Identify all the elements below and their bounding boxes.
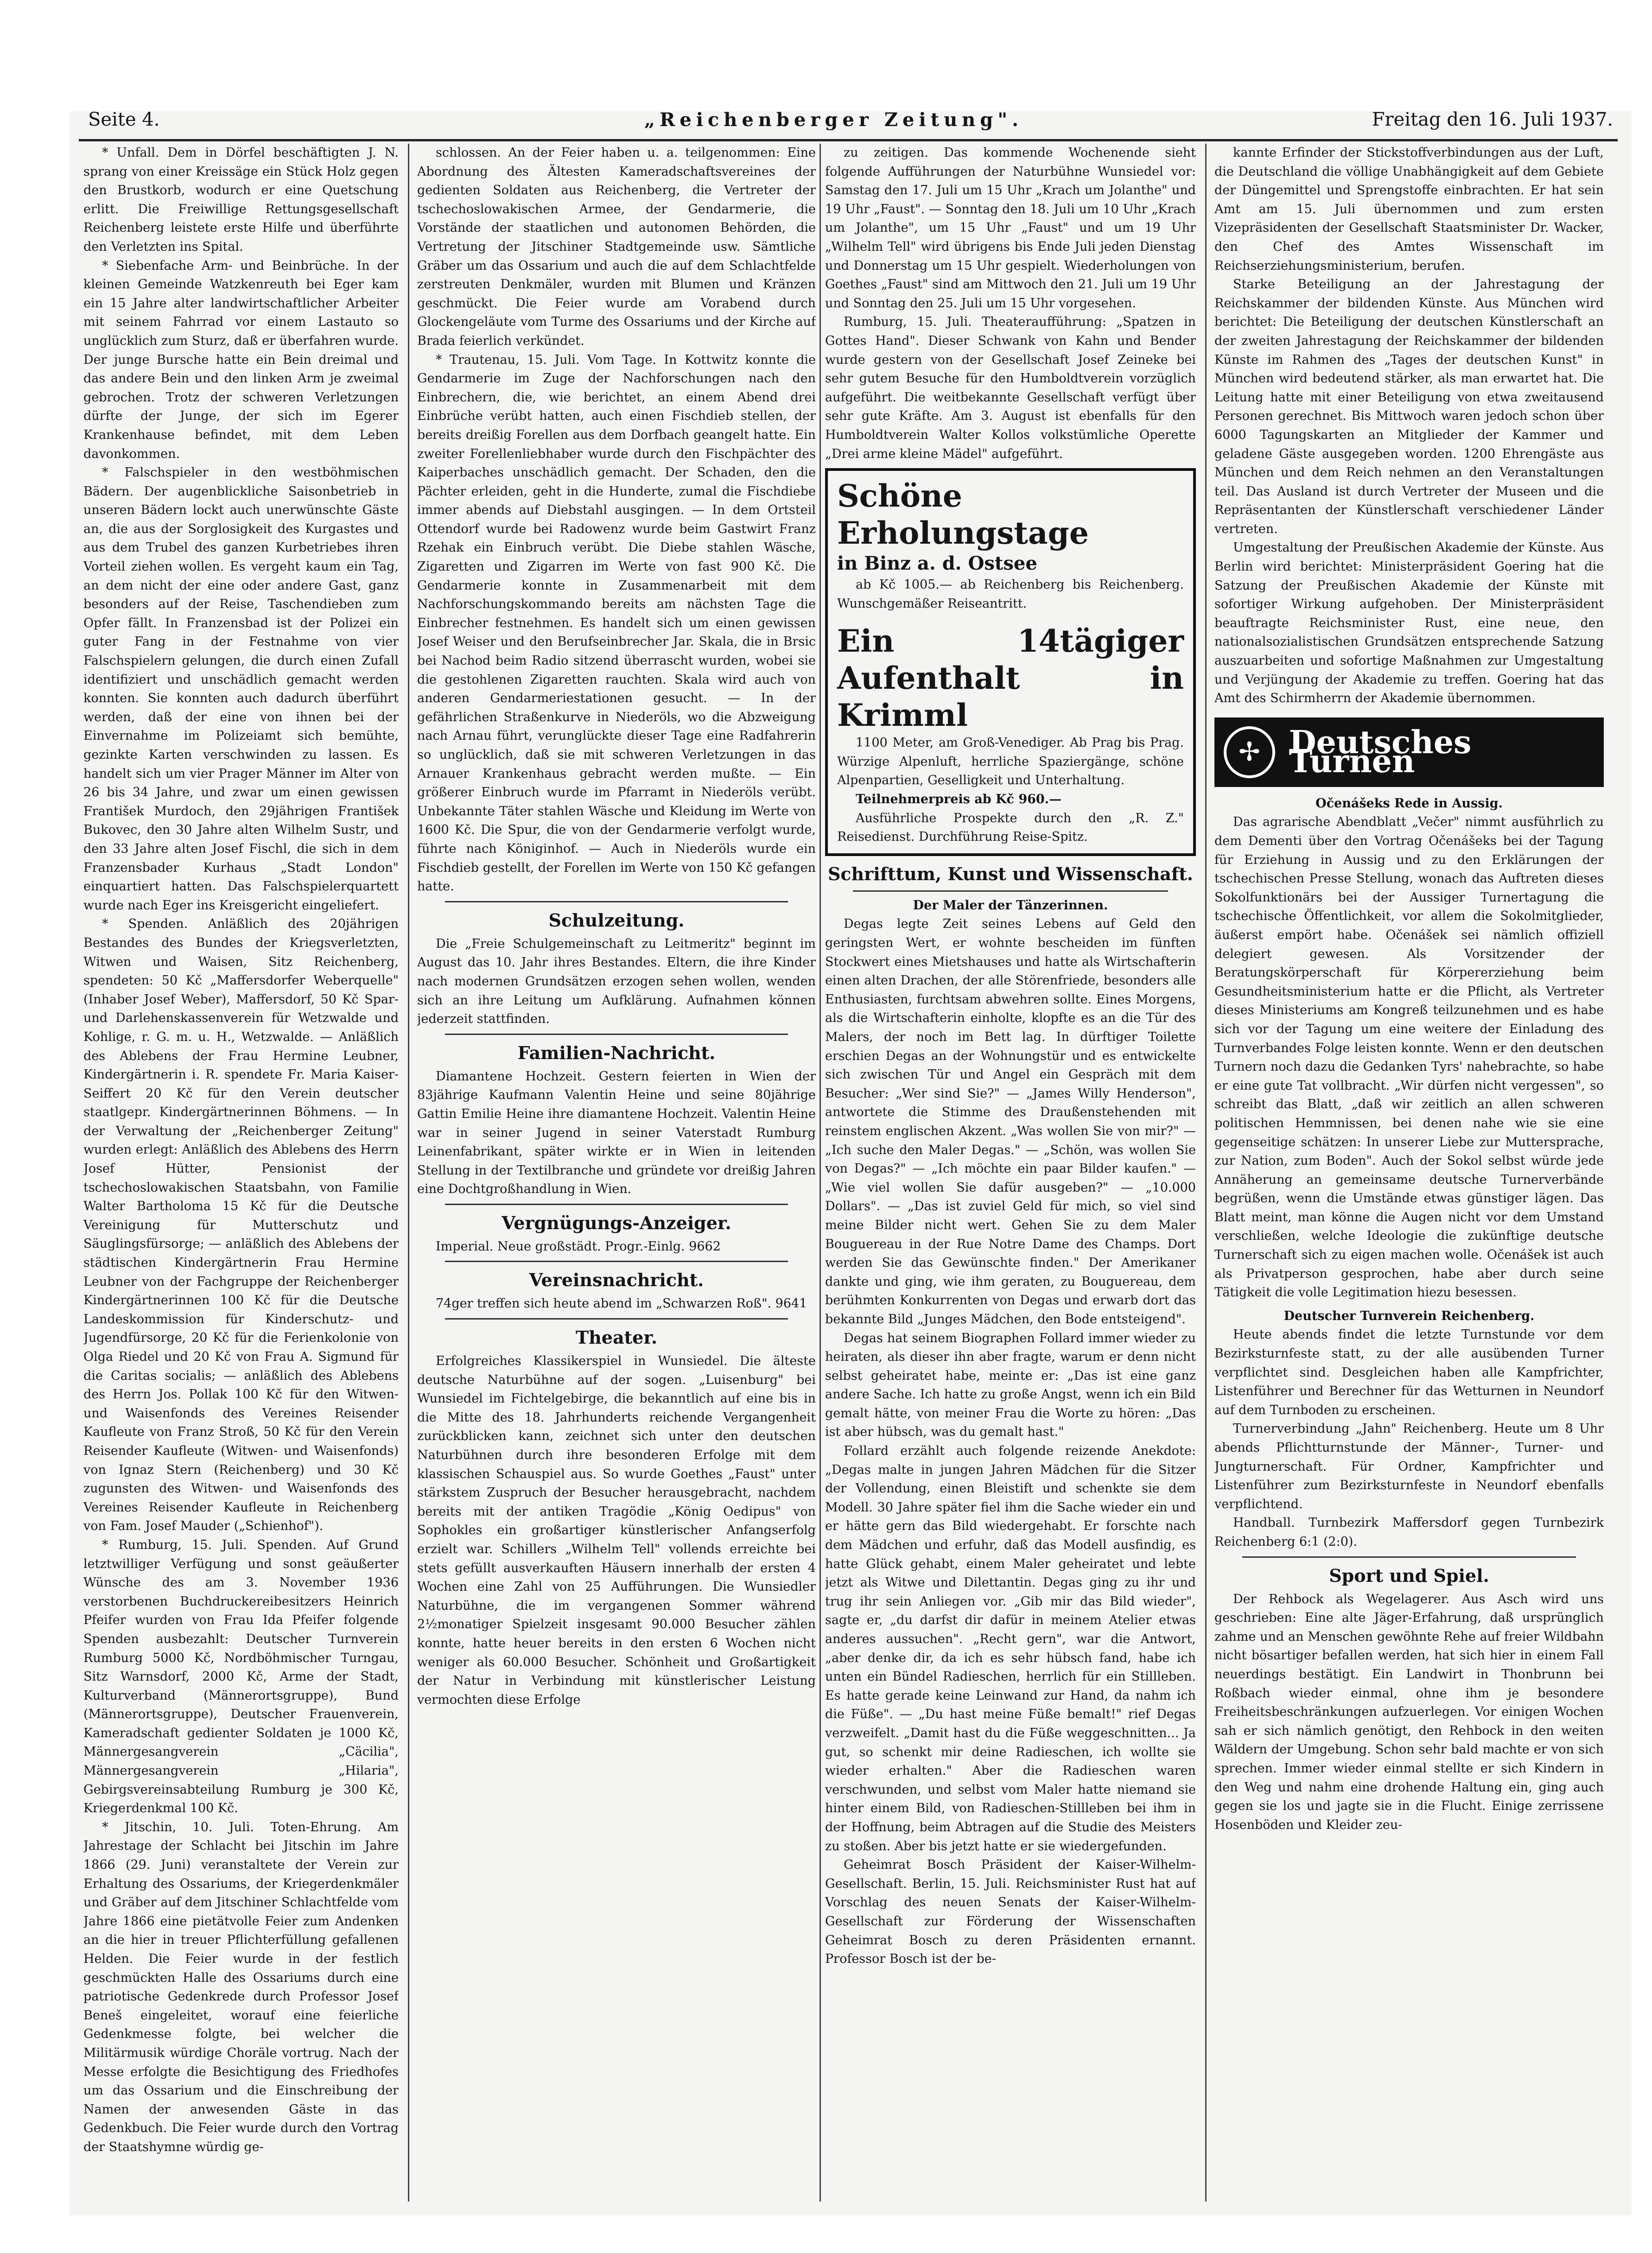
article-degas-title: Der Maler der Tänzerinnen. — [913, 898, 1108, 913]
article-reichskammer: Starke Beteiligung an der Jahrestagung der Reichskammer der bildenden Künste. Aus München wird berichtet: Die Beteiligung der deutschen Künstlerschaft an der zweiten Jahrestagung der Reichskammer der bildenden Künste im Rahmen des „Tages der deutschen Kunst" in München wird bedeutend stärker, als man erwartet hat. Die Leitung hatte mit einer Beteiligung von etwa zweitausend Personen gerechnet. Bis Mittwoch waren jedoch schon über 6000 Tagungskarten an Mitglieder der Kammer und geladene Gäste ausgegeben worden. 1200 Ehrengäste aus München und dem Reich nehmen an den Veranstaltungen teil. Das Ausland ist durch Vertreter der Museen und die Repräsentanten der Künstlerschaft verschiedener Länder vertreten. — [1214, 277, 1604, 536]
column-4 — [1214, 144, 1604, 2211]
article-rumburg-spenden: * Rumburg, 15. Juli. Spenden. Auf Grund letztwilliger Verfügung und sonst geäußerter Wünsche des am 3. November 1936 verstorbenen Buchdruckereibesitzers Heinrich Pfeifer wurden von Frau Ida Pfeifer folgende Spenden ausbezahlt: Deutscher Turnverein Rumburg 5000 Kč, Nordböhmischer Turngau, Sitz Warnsdorf, 2000 Kč, Arme der Stadt, Kulturverband (Männerortsgruppe), Bund (Männerortsgruppe), Deutscher Frauenverein, Kameradschaft gedienter Soldaten je 1000 Kč, Männergesangverein „Cäcilia", Männergesangverein „Hilaria", Gebirgsvereinsabteilung Rumburg je 300 Kč, Kriegerdenkmal 100 Kč. — [83, 1537, 399, 1816]
article-ocenasek: Das agrarische Abendblatt „Večer" nimmt ausführlich zu dem Dementi über den Vortrag Očenášeks bei der Tagung für Erziehung in Aussig und zu den Erklärungen der tschechischen Presse Stellung, wonach das Auftreten dieses Sokolfunktionärs bei der Aussiger Turnertagung die tschechische Öffentlichkeit, vor allem die Sokolmitglieder, äußerst empört habe. Očenášek sei nämlich offiziell delegiert gewesen. Als Vorsitzender der Beratungskörperschaft für Körpererziehung beim Gesundheitsministerium hatte er die Pflicht, als Vertreter dieses Ministeriums am Kongreß teilzunehmen und es habe sich vor der Tagung um eine weitere der Einladung des Turnverbandes Folge leisten konnte. Wenn er den deutschen Turnern noch dazu die Gedanken Tyrs' nahebrachte, so habe er eine gute Tat vollbracht. „Wir dürfen nicht vergessen", so schreibt das Blatt, „daß wir zeitlich an allen schweren politischen Hemmnissen, bei denen nahe wie sie eine gegenseitige schätzen: In unserer Liebe zur Muttersprache, zur Nation, zum Boden". Auch der Sokol selbst würde jede Annäherung an gemeinsame deutsche Turnerverbände begrüßen, wenn die Umstände etwas günstiger lägen. Das Blatt meint, man könne die Augen nicht vor dem Umstand verschließen, welche Ideologie die zukünftige deutsche Turnerschaft sich zu eigen machen wolle. Očenášek ist auch als Privatperson gesprochen, habe aber durch seine Tätigkeit die volle Legitimation hiezu besessen. — [1214, 815, 1604, 1300]
ad-binz-text: ab Kč 1005.— ab Reichenberg bis Reichenberg. Wunschgemäßer Reiseantritt. — [837, 578, 1184, 611]
ad-binz-title: Schöne Erholungstage — [837, 478, 1089, 552]
section-separator — [445, 901, 788, 902]
article-falschspieler: * Falschspieler in den westböhmischen Bädern. Der augenblickliche Saisonbetrieb in unseren Bädern lockt auch unerwünschte Gäste an, die aus der Sorglosigkeit des Kurgastes und aus dem Trubel des ganzen Kurbetriebes ihren Vorteil ziehen wollen. Es vergeht kaum ein Tag, an dem nicht der eine oder andere Gast, ganz besonders auf der Reise, Taschendieben zum Opfer fällt. In Franzensbad ist der Polizei ein guter Fang in der Festnahme von vier Falschspielern gelungen, die durch einen Zufall identifiziert und unschädlich gemacht werden konnten. Sie konnten auch dadurch überführt werden, daß der eine von ihnen bei der Einvernahme im Polizeiamt sich bemühte, gezinkte Karten verschwinden zu lassen. Es handelt sich um vier Prager Männer im Alter von 26 bis 34 Jahre, und zwar um einen gewissen František Murdoch, den 29jährigen František Bukovec, den 30 Jahre alten Wilhelm Sustr, und den 33 Jahre alten Josef Fischl, die sich in dem Franzensbader Kurhaus „Stadt London" einquartiert hatten. Das Falschspielerquartett wurde nach Eger ins Kreisgericht eingeliefert. — [83, 465, 399, 913]
article-handball: Handball. Turnbezirk Maffersdorf gegen Turnbezirk Reichenberg 6:1 (2:0). — [1214, 1516, 1604, 1549]
article-vergnuegung: Imperial. Neue großstädt. Progr.-Einlg. 9662 — [436, 1239, 721, 1254]
section-heading-schrifttum: Schrifttum, Kunst und Wissenschaft. — [827, 863, 1194, 884]
section-heading-vergnuegung: Vergnügungs-Anzeiger. — [502, 1212, 731, 1233]
turner-emblem-icon: ✢ — [1224, 726, 1275, 778]
article-jitschin: * Jitschin, 10. Juli. Toten-Ehrung. Am Jahrestage der Schlacht bei Jitschin im Jahre 1866 (29. Juni) veranstaltete der Verein zur Erhaltung des Ossariums, der Kriegerdenkmäler und Gräber auf dem Jitschiner Schlachtfelde vom Jahre 1866 eine pietätvolle Feier zum Andenken an die hier in treuer Pflichterfüllung gefallenen Helden. Die Feier wurde in der festlich geschmückten Halle des Ossariums durch eine patriotische Gedenkrede durch Professor Josef Beneš eingeleitet, worauf eine feierliche Gedenkmesse folgte, bei welcher die Militärmusik würdige Choräle vortrug. Nach der Messe erfolgte die Besichtigung des Friedhofes um das Ossarium und die Einschreibung der Namen der anwesenden Gäste in das Gedenkbuch. Die Feier wurde durch den Vortrag der Staatshymne würdig ge- — [83, 1820, 399, 2154]
article-theater: Erfolgreiches Klassikerspiel in Wunsiedel. Die älteste deutsche Naturbühne auf der sogen. „Luisenburg" bei Wunsiedel im Fichtelgebirge, die bekanntlich auf eine bis in die Mitte des 18. Jahrhunderts reichende Vergangenheit zurückblicken kann, zeichnet sich unter den deutschen Naturbühnen durch ihre besonderen Erfolge mit dem klassischen Schauspiel aus. So wurde Goethes „Faust" unter stärkstem Zuspruch der Besucher herausgebracht, nachdem bereits mit der antiken Tragödie „König Oedipus" von Sophokles ein großartiger künstlerischer Anfangserfolg erzielt war. Schillers „Wilhelm Tell" vollends erreichte bei stets gefüllt ausverkauften Häusern innerhalb der ersten 4 Wochen eine Zahl von 25 Aufführungen. Die Wunsiedler Naturbühne, die im vergangenen Sommer während 2½monatiger Spielzeit insgesamt 90.000 Besucher zählen konnte, hatte heuer bereits in den ersten 6 Wochen nicht weniger als 60.000 Besucher. Schönheit und Großartigkeit der Natur in Verbindung mit künstlerischer Leistung vermochten diese Erfolge — [417, 1354, 816, 1707]
column-2 — [417, 144, 816, 2211]
section-separator — [445, 1204, 788, 1205]
article-bosch: Geheimrat Bosch Präsident der Kaiser-Wilhelm-Gesellschaft. Berlin, 15. Juli. Reichsminister Rust hat auf Vorschlag des neuen Senats der Kaiser-Wilhelm-Gesellschaft zur Förderung der Wissenschaften Geheimrat Bosch zu deren Präsidenten ernannt. Professor Bosch ist der be- — [825, 1858, 1196, 1967]
article-rumburg-theater: Rumburg, 15. Juli. Theateraufführung: „Spatzen in Gottes Hand". Dieser Schwank von Kahn und Bender wurde gestern von der Gesellschaft Josef Zeineke bei sehr gutem Besuche für den Humboldtverein vorzüglich aufgeführt. Die weitbekannte Gesellschaft verfügt über sehr gute Kräfte. Am 3. August ist ebenfalls für den Humboldtverein Walter Kollos volkstümliche Operette „Drei arme kleine Mädel" aufgeführt. — [825, 315, 1196, 461]
column-divider — [820, 144, 821, 2202]
article-familie: Diamantene Hochzeit. Gestern feierten in Wien der 83jährige Kaufmann Valentin Heine und seine 80jährige Gattin Emilie Heine ihre diamantene Hochzeit. Valentin Heine war in seiner Jugend in seiner Vaterstadt Rumburg Leinenfabrikant, später wirkte er in Wien in leitenden Stellung in der Textilbranche und gründete vor dreißig Jahren eine Dochtgroßhandlung in Wien. — [417, 1069, 816, 1197]
ad-krimml-price: Teilnehmerpreis ab Kč 960.— — [856, 792, 1062, 807]
article-turnverein: Heute abends findet die letzte Turnstunde vor dem Bezirksturnfeste statt, zu der alle ausübenden Turner verpflichtet sind. Desgleichen haben alle Kampfrichter, Listenführer und Berechner für das Wetturnen in Neundorf auf dem Turnboden zu erscheinen. — [1214, 1327, 1604, 1417]
page-header — [88, 109, 1613, 137]
article-degas-2: Degas hat seinem Biographen Follard immer wieder zu heiraten, als dieser ihn aber fragte, warum er denn nicht selbst geheiratet habe, meinte er: „Das ist eine ganz andere Sache. Ich hatte zu große Angst, wenn ich ein Bild gemalt hätte, von meiner Frau die Worte zu hören: „Das ist aber hübsch, was du gemalt hast." — [825, 1331, 1196, 1440]
article-bosch-cont: kannte Erfinder der Stickstoffverbindungen aus der Luft, die Deutschland die völlige Unabhängigkeit auf dem Gebiete der Düngemittel und Sprengstoffe einbrachten. Er hat sein Amt am 15. Juli übernommen und zum ersten Vizepräsidenten der Gesellschaft Staatsminister Dr. Wacker, den Chef des Amtes Wissenschaft im Reichserziehungsministerium, berufen. — [1214, 146, 1604, 273]
ad-krimml-title: Ein 14tägiger Aufenthalt in Krimml — [837, 623, 1184, 734]
ad-krimml-footer: Ausführliche Prospekte durch den „R. Z." Reisedienst. Durchführung Reise-Spitz. — [837, 811, 1184, 844]
section-heading-schulzeitung: Schulzeitung. — [548, 909, 685, 931]
article-unfall: * Unfall. Dem in Dörfel beschäftigten J. N. sprang von einer Kreissäge ein Stück Holz gegen den Brustkorb, wodurch er eine Quetschung erlitt. Die Freiwillige Rettungsgesellschaft Reichenberg leistete erste Hilfe und überführte den Verletzten ins Spital. — [83, 146, 399, 254]
ad-binz-subtitle: in Binz a. d. Ostsee — [837, 552, 1037, 575]
section-banner-turnen — [1214, 717, 1604, 787]
article-jahn: Turnerverbindung „Jahn" Reichenberg. Heute um 8 Uhr abends Pflichtturnstunde der Männer-, Turner- und Jungturnerschaft. Für Ordner, Kampfrichter und Listenführer zum Bezirksturnfeste in Neundorf ebenfalls verpflichtend. — [1214, 1422, 1604, 1511]
section-separator — [445, 1318, 788, 1320]
section-heading-familie: Familien-Nachricht. — [517, 1042, 716, 1063]
article-knochenbrueche: * Siebenfache Arm- und Beinbrüche. In der kleinen Gemeinde Watzkenreuth bei Eger kam ein 15 Jahre alter landwirtschaftlicher Arbeiter mit seinem Fahrrad vor einem Lastauto so unglücklich zum Sturz, daß er überfahren wurde. Der junge Bursche hatte ein Bein dreimal und das andere Bein und den linken Arm je zweimal gebrochen. Trotz der schweren Verletzungen dürfte der Junge, der sich im Egerer Krankenhause befindet, mit dem Leben davonkommen. — [83, 258, 399, 461]
article-degas-1: Degas legte Zeit seines Lebens auf Geld den geringsten Wert, er wohnte bescheiden im fünften Stockwert eines Mietshauses und hatte als Wirtschafterin einen alten Drachen, der alle Störenfriede, besonders alle Enthusiasten, furchtsam abwehren sollte. Eines Morgens, als die Wirtschafterin einholte, klopfte es an die Tür des Malers, der noch im Bett lag. In dürftiger Toilette erschien Degas an der Wohnungstür und es entwickelte sich zwischen Tür und Angel ein Gespräch mit dem Besucher: „Wer sind Sie?" — „James Willy Henderson", antwortete die Stimme des Draußenstehenden mit reinstem englischen Akzent. „Was wollen Sie von mir?" — „Ich suche den Maler Degas." — „Schön, was wollen Sie von Degas?" — „Ich möchte ein paar Bilder kaufen." — „Wie viel wollen Sie dafür ausgeben?" — „10.000 Dollars". — „Das ist zuviel Geld für mich, so viel sind meine Bilder nicht wert. Gehen Sie zu dem Maler Bouguereau in der Rue Notre Dame des Champs. Dort werden Sie das Gewünschte finden." Der Amerikaner dankte und ging, wie ihm geraten, zu Bouguereau, dem berühmten Konkurrenten von Degas und erwarb dort das bekannte Bild „Junges Mädchen, den Bode entsteigend". — [825, 917, 1196, 1326]
article-ocenasek-title: Očenášeks Rede in Aussig. — [1315, 796, 1503, 811]
article-schulzeitung: Die „Freie Schulgemeinschaft zu Leitmeritz" beginnt im August das 10. Jahr ihres Bestandes. Eltern, die ihre Kinder nach modernen Grundsätzen erzogen sehen wollen, wenden sich an ihre Leitung um Aufklärung. Aufnahmen können jederzeit stattfinden. — [417, 936, 816, 1027]
section-heading-verein: Vereinsnachricht. — [529, 1269, 704, 1291]
section-heading-sport: Sport und Spiel. — [1329, 1565, 1489, 1586]
article-verein: 74ger treffen sich heute abend im „Schwarzen Roß". 9641 — [436, 1296, 807, 1311]
newspaper-title: „Reichenberger Zeitung". — [644, 109, 1023, 131]
column-3 — [825, 144, 1196, 2211]
page-number: Seite 4. — [88, 109, 160, 130]
issue-date: Freitag den 16. Juli 1937. — [1372, 109, 1613, 130]
article-akademie: Umgestaltung der Preußischen Akademie der Künste. Aus Berlin wird berichtet: Ministerpräsident Goering hat die Satzung der Preußischen Akademie der Künste mit sofortiger Wirkung aufgehoben. Der Ministerpräsident beauftragte Reichsminister Rust, eine neue, den nationalsozialistischen Grundsätzen entsprechende Satzung auszuarbeiten und sofortige Maßnahmen zur Umgestaltung und Verjüngung der Akademie zu treffen. Goering hat das Amt des Schirmherrn der Akademie übernommen. — [1214, 540, 1604, 706]
section-separator — [445, 1261, 788, 1262]
turnen-banner-title: Deutsches Turnen — [1289, 724, 1472, 780]
advertisement-binz — [825, 468, 1196, 856]
column-divider — [408, 144, 409, 2202]
header-rule — [79, 139, 1618, 141]
column-divider — [1205, 144, 1207, 2202]
section-separator — [1242, 1556, 1576, 1558]
article-wunsiedel-cont: zu zeitigen. Das kommende Wochenende sieht folgende Aufführungen der Naturbühne Wunsiedel vor: Samstag den 17. Juli um 15 Uhr „Krach um Jolanthe" und 19 Uhr „Faust". — Sonntag den 18. Juli um 10 Uhr „Krach um Jolanthe", um 15 Uhr „Faust" und um 19 Uhr „Wilhelm Tell" wird übrigens bis Ende Juli jeden Dienstag und Donnerstag um 15 Uhr gespielt. Wiederholungen von Goethes „Faust" sind am Mittwoch den 21. Juli um 19 Uhr und Sonntag den 25. Juli um 15 Uhr vorgesehen. — [825, 146, 1196, 311]
section-separator — [853, 890, 1168, 892]
article-turnverein-title: Deutscher Turnverein Reichenberg. — [1283, 1308, 1535, 1323]
section-heading-theater: Theater. — [575, 1327, 658, 1348]
article-degas-3: Follard erzählt auch folgende reizende Anekdote: „Degas malte in jungen Jahren Mädchen für die Sitzer der Vollendung, einen Bleistift und schenkte sie dem Modell. 30 Jahre später fiel ihm die Sache wieder ein und er hätte gern das Bild wiedergehabt. Er forschte nach dem Mädchen und erfuhr, daß das Modell ausfindig, es hatte Glück gehabt, einem Maler geheiratet und lebte jetzt als Witwe und Dilettantin. Degas ging zu ihr und trug ihr sein Anliegen vor. „Gib mir das Bild wieder", sagte er, „du darfst dir dafür in meinem Atelier etwas anderes aussuchen". „Recht gern", war die Antwort, „aber denke dir, da ich es sehr hübsch fand, habe ich unten ein Bündel Radieschen, herrlich für ein Stillleben. Es hatte gerade keine Leinwand zur Hand, da nahm ich die Füße". — „Du hast meine Füße bemalt!" rief Degas verzweifelt. „Damit hast du die Füße weggeschnitten... Ja gut, so schenkt mir deine Radieschen, ich wollte sie wieder erhalten." Aber die Radieschen waren verschwunden, und selbst vom Maler hatte niemand sie hinter einem Bild, von Radieschen-Stillleben bei ihm in der Hoffnung, beim Abtragen auf die Studie des Meisters zu stoßen. Aber bis jetzt hatte er sie wiedergefunden. — [825, 1444, 1196, 1853]
article-jitschin-cont: schlossen. An der Feier haben u. a. teilgenommen: Eine Abordnung des Ältesten Kameradschaftsvereines der gedienten Soldaten aus Reichenberg, die Vertreter der tschechoslowakischen Armee, der Gendarmerie, die Vorstände der staatlichen und autonomen Behörden, die Vertretung der Jitschiner Stadtgemeinde usw. Sämtliche Gräber um das Ossarium und auch die auf dem Schlachtfelde zerstreuten Denkmäler, wurden mit Blumen und Kränzen geschmückt. Die Feier wurde am Vorabend durch Glockengeläute vom Turme des Ossariums und der Kirche auf Brada feierlich verkündet. — [417, 146, 816, 348]
column-1 — [83, 144, 399, 2211]
ad-krimml-text: 1100 Meter, am Groß-Venediger. Ab Prag bis Prag. Würzige Alpenluft, herrliche Spaziergänge, schöne Alpenpartien, Geselligkeit und Unterhaltung. — [837, 736, 1184, 788]
article-trautenau: * Trautenau, 15. Juli. Vom Tage. In Kottwitz konnte die Gendarmerie im Zuge der Nachforschungen nach den Einbrechern, die, wie berichtet, an einem Abend drei Einbrüche verübt hatten, auch einen Fischdieb stellen, der bereits dreißig Forellen aus dem Dorfbach geangelt hatte. Ein zweiter Forellenliebhaber wurde durch den Fischpächter des Kaiperbaches unschädlich gemacht. Der Schaden, den die Pächter erleiden, geht in die Hunderte, zumal die Fischdiebe immer abends auf Diebstahl ausgingen. — In dem Ortsteil Ottendorf wurde bei Radowenz wurde beim Gastwirt Franz Rzehak ein Einbruch verübt. Die Diebe stahlen Wäsche, Zigaretten und Zigarren im Werte von fast 900 Kč. Die Gendarmerie konnte in Zusammenarbeit mit dem Nachforschungskommando bereits am nächsten Tage die Einbrecher festnehmen. Es handelt sich um einen gewissen Josef Weiser und den Berufseinbrecher Jar. Skala, die in Brsic bei Nachod beim Radio sitzend überrascht wurden, wobei sie die gestohlenen Zigaretten rauchten. Skala wird auch von anderen Gendarmeriestationen gesucht. — In der gefährlichen Straßenkurve in Niederöls, wo die Abzweigung nach Arnau führt, verunglückte dieser Tage eine Radfahrerin so unglücklich, daß sie mit schweren Verletzungen in das Arnauer Krankenhaus gebracht werden mußte. — Ein größerer Einbruch wurde im Pfarramt in Niederöls verübt. Unbekannte Täter stahlen Wäsche und Kleidung im Werte von 1600 Kč. Die Spur, die von der Gendarmerie verfolgt wurde, führte nach Königinhof. — Auch in Niederöls wurde ein Fischdieb gestellt, der Forellen im Werte von 150 Kč gefangen hatte. — [417, 352, 816, 894]
section-separator — [445, 1034, 788, 1035]
article-rehbock: Der Rehbock als Wegelagerer. Aus Asch wird uns geschrieben: Eine alte Jäger-Erfahrung, daß ursprünglich zahme und an Menschen gewöhnte Rehe auf freier Wildbahn nicht bösartiger befallen werden, hat sich hier in einem Fall neuerdings bestätigt. Ein Landwirt in Thonbrunn bei Roßbach wieder einmal, ohne ihm je besondere Freiheitsbeschränkungen aufzuerlegen. Vor einigen Wochen sah er sich nämlich genötigt, den Rehbock in den weiten Wäldern der Umgebung. Schon sehr bald machte er von sich sprechen. Immer wieder einmal stellte er sich Kindern in den Weg und nahm eine drohende Haltung ein, ging auch gegen sie los und jagte sie in die Flucht. Einige zerrissene Hosenböden und Kleider zeu- — [1214, 1592, 1604, 1832]
article-spenden: * Spenden. Anläßlich des 20jährigen Bestandes des Bundes der Kriegsverletzten, Witwen und Waisen, Sitz Reichenberg, spendeten: 50 Kč „Maffersdorfer Weberquelle" (Inhaber Josef Weber), Maffersdorf, 50 Kč Spar- und Darlehenskassenverein für Wetzwalde und Kohlige, r. G. m. u. H., Wetzwalde. — Anläßlich des Ablebens der Frau Hermine Leubner, Kindergärtnerin i. R. spendete Fr. Maria Kaiser-Seiffert 20 Kč für den Verein deutscher staatlgepr. Kindergärtnerinnen Böhmens. — In der Verwaltung der „Reichenberger Zeitung" wurden erlegt: Anläßlich des Ablebens des Herrn Josef Hütter, Pensionist der tschechoslowakischen Staatsbahn, von Familie Walter Bartholoma 15 Kč für die Deutsche Vereinigung für Mutterschutz und Säuglingsfürsorge; — anläßlich des Ablebens der städtischen Kindergärtnerin Frau Hermine Leubner von der Fachgruppe der Reichenberger Kindergärtnerinnen 100 Kč für die Deutsche Landeskommission für Kinderschutz- und Jugendfürsorge, 20 Kč für die Ferienkolonie von Olga Riedel und 20 Kč von Frau A. Sigmund für die Caritas socialis; — anläßlich des Ablebens des Herrn Jos. Pollak 100 Kč für den Witwen- und Waisenfonds des Vereines Reisender Kaufleute von Franz Stroß, 50 Kč für den Verein Reisender Kaufleute (Witwen- und Waisenfonds) von Ignaz Stern (Reichenberg) und 30 Kč zugunsten des Witwen- und Waisenfonds des Vereines Reisender Kaufleute in Reichenberg von Fam. Josef Mauder („Schienhof"). — [83, 917, 399, 1534]
